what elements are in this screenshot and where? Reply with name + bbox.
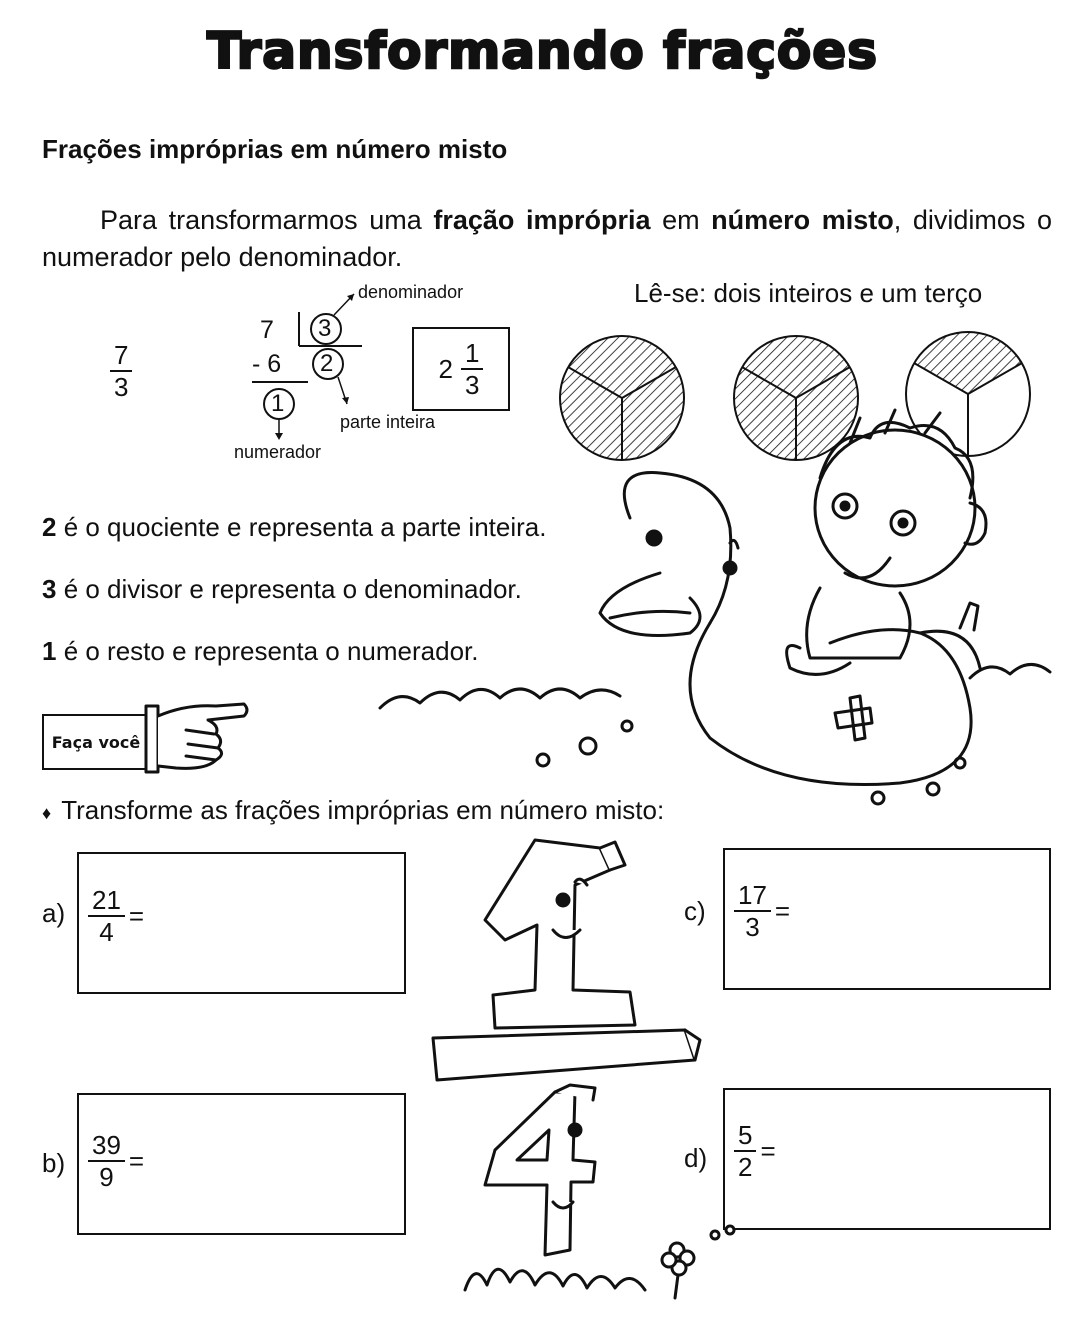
faca-voce-badge: Faça você: [42, 714, 150, 770]
one-quarter-character-illustration: [425, 830, 708, 1310]
page-title: Transformando frações: [207, 22, 878, 80]
statement-quotient-number: 2: [42, 512, 57, 542]
statement-remainder-text: é o resto e representa o numerador.: [56, 636, 479, 666]
exercise-c-denominator: 3: [745, 912, 760, 942]
example-fraction-numerator: 7: [110, 340, 132, 372]
exercise-c-fraction: [734, 880, 790, 942]
label-numerator: numerador: [234, 442, 322, 462]
label-integer-part: parte inteira: [340, 412, 436, 432]
exercise-b-numerator: 39: [88, 1130, 125, 1162]
exercise-d-denominator: 2: [738, 1152, 753, 1182]
diamond-bullet-icon: ♦: [42, 803, 52, 823]
dividend: 7: [260, 316, 274, 344]
exercise-a-denominator: 4: [99, 917, 114, 947]
exercise-a-equals: =: [128, 900, 145, 931]
statement-divisor-number: 3: [42, 574, 57, 604]
example-fraction-denominator: 3: [114, 372, 129, 402]
exercise-c-numerator: 17: [734, 880, 771, 912]
exercise-d-fraction: [734, 1120, 776, 1182]
intro-text-2: em: [650, 205, 712, 235]
instruction-text: Transforme as frações impróprias em número misto:: [61, 795, 665, 825]
exercise-c-label: c): [684, 896, 706, 926]
statement-quotient-text: é o quociente e representa a parte inteira.: [56, 512, 547, 542]
exercise-d-label: d): [684, 1143, 708, 1173]
divisor: 3: [318, 315, 332, 342]
intro-bold-1: fração imprópria: [433, 205, 651, 235]
quotient: 2: [320, 350, 334, 377]
intro-bold-2: número misto: [711, 205, 894, 235]
exercise-d-numerator: 5: [734, 1120, 756, 1152]
mixed-number-box: [412, 327, 510, 411]
label-denominator: denominador: [358, 282, 464, 302]
statement-divisor-text: é o divisor e representa o denominador.: [56, 574, 522, 604]
exercise-a-fraction: [88, 885, 144, 947]
mixed-denominator: 3: [465, 370, 480, 400]
reading-text: Lê-se: dois inteiros e um terço: [634, 278, 983, 308]
remainder: 1: [271, 390, 285, 417]
duck-boy-illustration: [380, 408, 1060, 798]
exercise-a-numerator: 21: [88, 885, 125, 917]
mixed-numerator: 1: [461, 338, 483, 370]
intro-text-3: , dividimos o numerador pelo denominador.: [42, 205, 1052, 272]
exercise-b-denominator: 9: [99, 1162, 114, 1192]
mixed-whole: 2: [438, 353, 453, 384]
section-subtitle: Frações impróprias em número misto: [42, 134, 508, 164]
exercise-b-fraction: [88, 1130, 144, 1192]
exercise-b-label: b): [42, 1148, 66, 1178]
pointing-hand-icon: [146, 696, 256, 776]
intro-text-1: Para transformarmos uma: [100, 205, 434, 235]
product: - 6: [252, 350, 282, 378]
exercise-c-equals: =: [774, 895, 791, 926]
exercise-d-equals: =: [760, 1135, 776, 1166]
intro-paragraph: [42, 202, 1052, 276]
example-fraction: [110, 340, 132, 402]
exercise-b-equals: =: [128, 1145, 145, 1176]
exercise-a-label: a): [42, 898, 66, 928]
exercise-instruction: [42, 795, 664, 826]
statement-remainder-number: 1: [42, 636, 57, 666]
